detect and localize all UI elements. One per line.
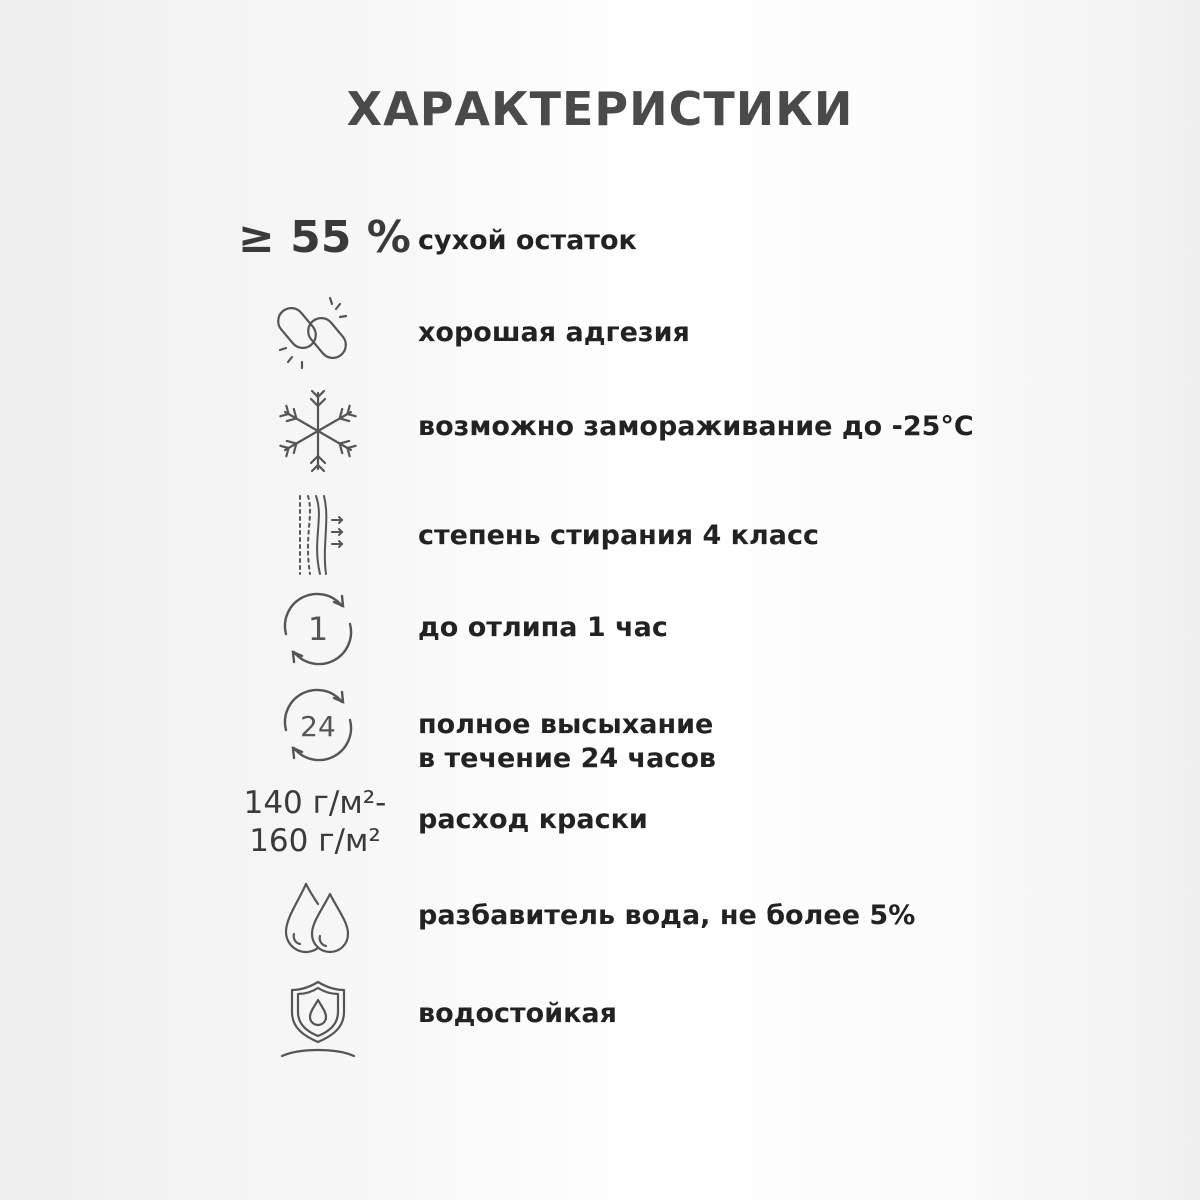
adhesion-label: хорошая адгезия (418, 317, 690, 348)
waterproof-label: водостойкая (418, 998, 617, 1029)
thinner-label: разбавитель вода, не более 5% (418, 900, 916, 931)
consumption-value-line1: 140 г/м²- (243, 785, 387, 821)
consumption-label: расход краски (418, 804, 648, 835)
abrasion-icon (270, 490, 366, 580)
page-title: ХАРАКТЕРИСТИКИ (346, 82, 854, 136)
cycle-1-icon (270, 584, 366, 674)
cycle-24-number: 24 (300, 710, 336, 743)
tack-free-label: до отлипа 1 час (418, 612, 668, 643)
freezing-label: возможно замораживание до -25°С (418, 411, 974, 442)
consumption-value-line2: 160 г/м² (249, 823, 381, 859)
water-shield-icon (270, 970, 366, 1060)
full-drying-label-line2: в течение 24 часов (418, 743, 716, 774)
consumption-value (240, 784, 390, 860)
full-drying-label-line1: полное высыхание (418, 709, 714, 740)
abrasion-label: степень стирания 4 класс (418, 520, 820, 551)
dry-residue-label: сухой остаток (418, 225, 637, 256)
snowflake-icon (270, 386, 366, 476)
water-drops-icon (270, 874, 366, 964)
chain-link-icon (270, 288, 366, 378)
cycle-1-number: 1 (307, 610, 329, 648)
dry-residue-value: ≥ 55 % (238, 212, 411, 263)
cycle-24-icon (270, 680, 366, 770)
